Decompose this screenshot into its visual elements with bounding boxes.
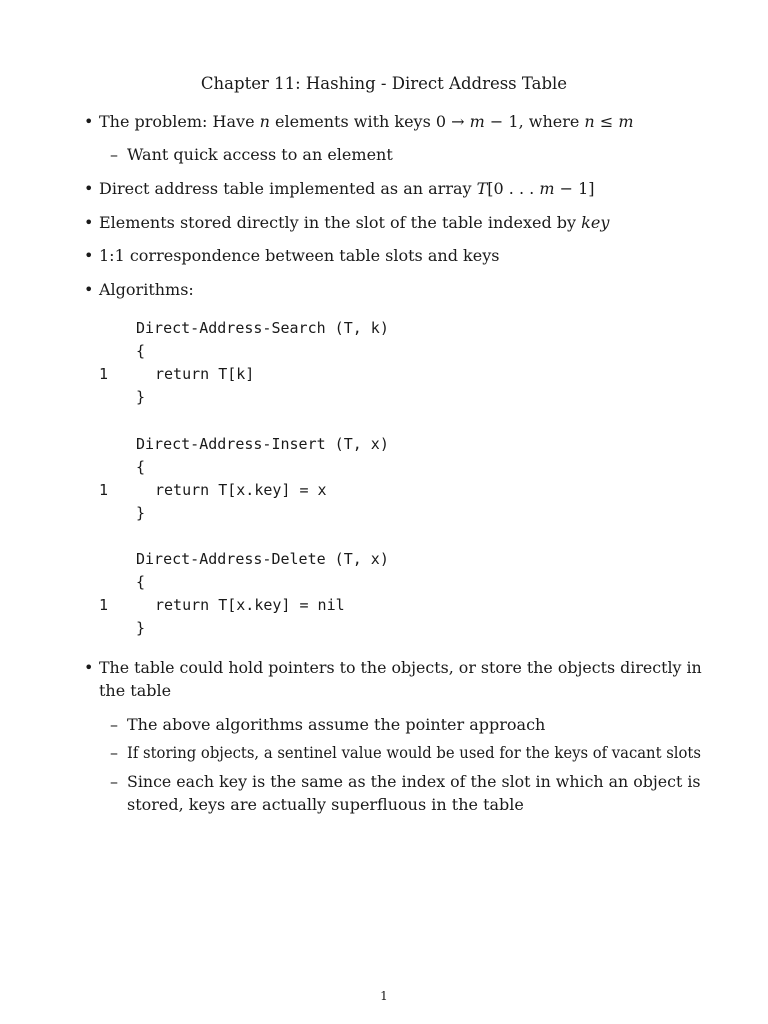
bullet-elements-stored: Elements stored directly in the slot of the table indexed by key	[99, 213, 610, 232]
bullet-marker: •	[84, 179, 94, 198]
bullet-correspondence: 1:1 correspondence between table slots and keys	[99, 246, 500, 265]
delete-line-number: 1	[99, 596, 109, 614]
insert-signature: Direct-Address-Insert (T, x)	[136, 435, 389, 453]
page-number: 1	[380, 989, 388, 1003]
bullet-marker: •	[84, 280, 94, 299]
sub-superfluous-line2: stored, keys are actually superfluous in the table	[127, 795, 524, 814]
bullet-marker: •	[84, 112, 94, 131]
delete-signature: Direct-Address-Delete (T, x)	[136, 550, 389, 568]
search-close-brace: }	[136, 388, 146, 406]
bullet-marker: •	[84, 213, 94, 232]
bullet-pointers-line1: The table could hold pointers to the objects, or store the objects directly in	[99, 658, 702, 677]
insert-body: return T[x.key] = x	[155, 481, 327, 499]
bullet-problem: The problem: Have n elements with keys 0 → m − 1, where n ≤ m	[99, 112, 634, 131]
sub-pointer-approach: The above algorithms assume the pointer approach	[127, 715, 546, 734]
insert-close-brace: }	[136, 504, 146, 522]
page-title: Chapter 11: Hashing - Direct Address Table	[200, 74, 568, 93]
delete-close-brace: }	[136, 619, 146, 637]
dash-marker: –	[110, 772, 118, 791]
dash-marker: –	[110, 145, 118, 164]
bullet-marker: •	[84, 658, 94, 677]
bullet-pointers-line2: the table	[99, 681, 172, 700]
delete-body: return T[x.key] = nil	[155, 596, 345, 614]
search-signature: Direct-Address-Search (T, k)	[136, 319, 389, 337]
bullet-marker: •	[84, 246, 94, 265]
dash-marker: –	[110, 715, 118, 734]
sub-sentinel: If storing objects, a sentinel value would be used for the keys of vacant slots	[127, 743, 701, 762]
search-open-brace: {	[136, 342, 146, 360]
bullet-algorithms: Algorithms:	[99, 280, 194, 299]
insert-open-brace: {	[136, 458, 146, 476]
sub-quick-access: Want quick access to an element	[127, 145, 393, 164]
delete-open-brace: {	[136, 573, 146, 591]
sub-superfluous-line1: Since each key is the same as the index of the slot in which an object is	[127, 772, 701, 791]
bullet-direct-table: Direct address table implemented as an array T[0 . . . m − 1]	[99, 179, 595, 198]
dash-marker: –	[110, 743, 118, 762]
search-body: return T[k]	[155, 365, 255, 383]
insert-line-number: 1	[99, 481, 109, 499]
search-line-number: 1	[99, 365, 109, 383]
